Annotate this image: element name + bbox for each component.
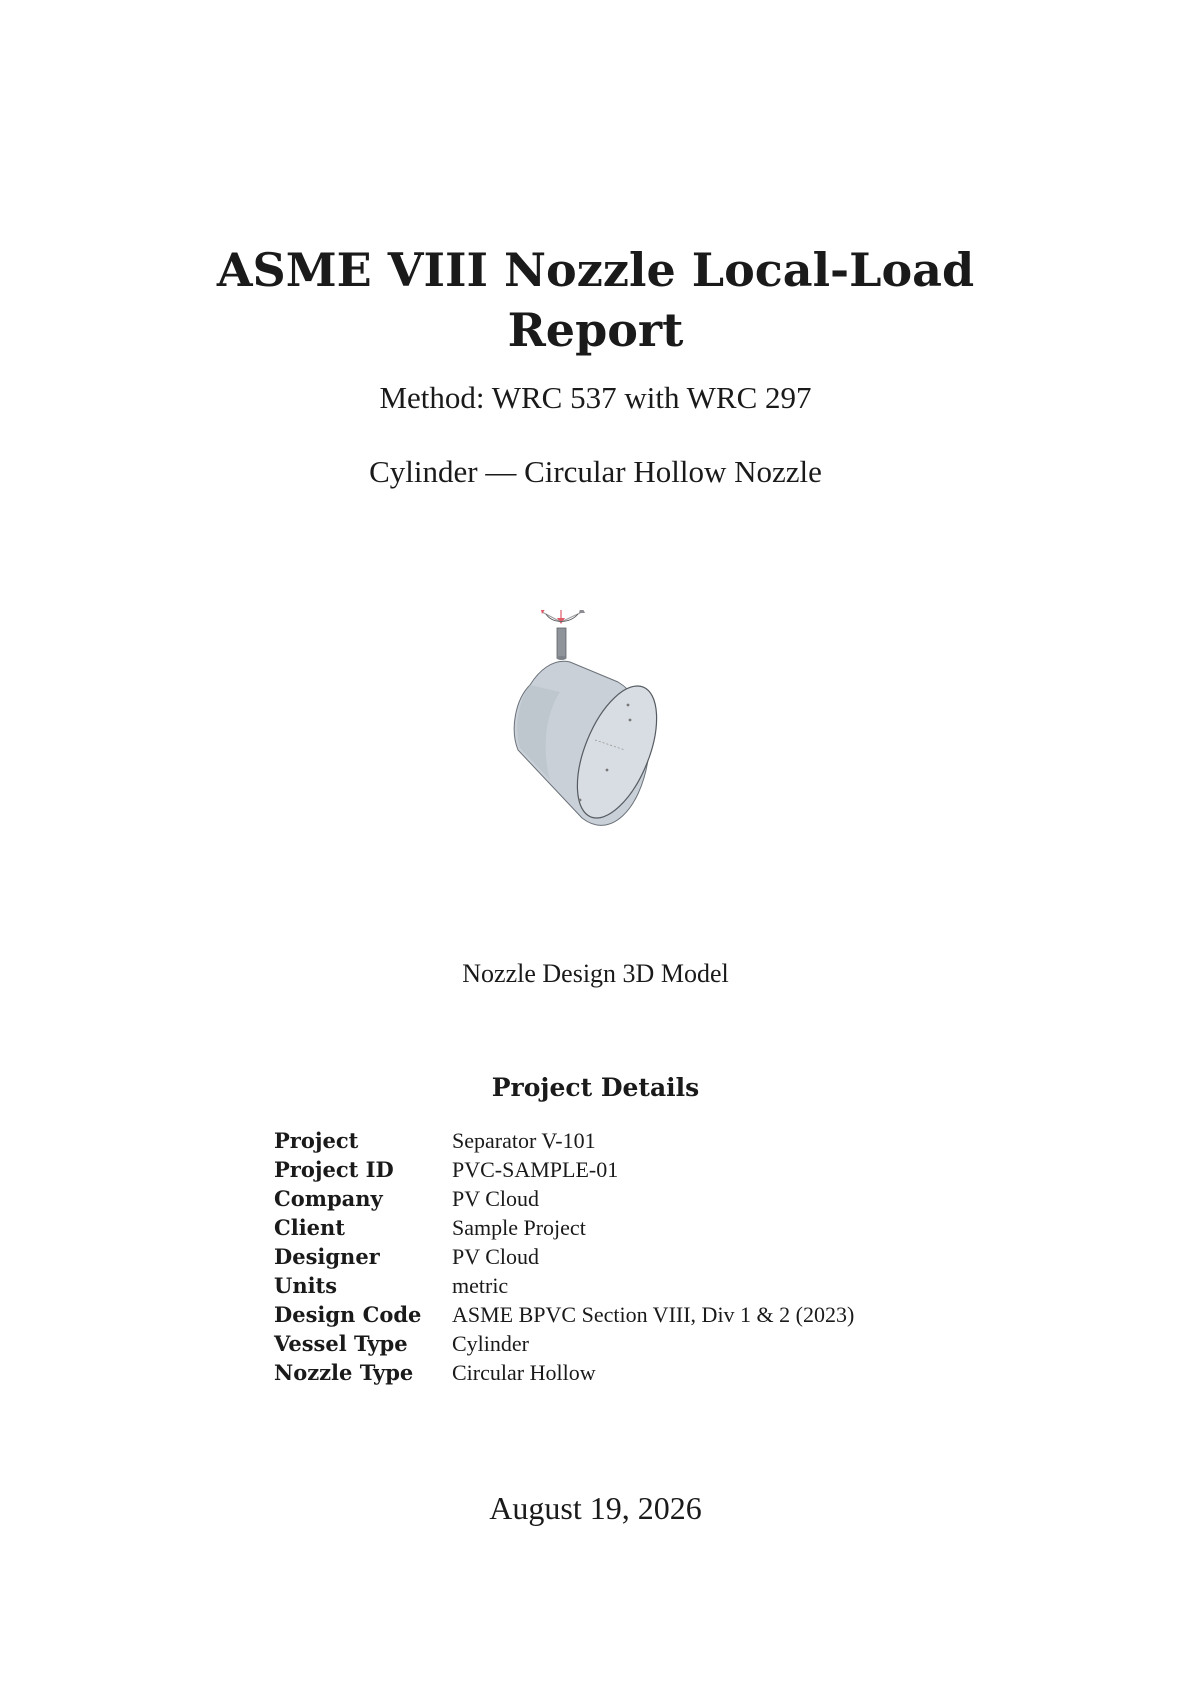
table-row bbox=[274, 1329, 854, 1358]
table-row bbox=[274, 1358, 854, 1387]
detail-label: Project ID bbox=[274, 1157, 394, 1182]
detail-label: Project bbox=[274, 1128, 359, 1153]
figure-caption: Nozzle Design 3D Model bbox=[462, 959, 729, 988]
table-row bbox=[274, 1300, 854, 1329]
project-details-table bbox=[274, 1126, 854, 1387]
detail-label: Designer bbox=[274, 1244, 380, 1269]
report-title: ASME VIII Nozzle Local-Load Report bbox=[216, 243, 975, 357]
nozzle-3d-model bbox=[490, 610, 700, 840]
table-row bbox=[274, 1213, 854, 1242]
detail-value: PVC-SAMPLE-01 bbox=[452, 1157, 619, 1182]
nozzle-pipe bbox=[557, 628, 566, 658]
detail-value: ASME BPVC Section VIII, Div 1 & 2 (2023) bbox=[452, 1302, 855, 1327]
detail-value: metric bbox=[452, 1273, 509, 1298]
table-row bbox=[274, 1126, 854, 1155]
geometry-subtitle: Cylinder — Circular Hollow Nozzle bbox=[369, 454, 822, 489]
detail-value: PV Cloud bbox=[452, 1244, 540, 1269]
table-row bbox=[274, 1271, 854, 1300]
project-details-heading: Project Details bbox=[491, 1073, 700, 1102]
detail-label: Client bbox=[274, 1215, 345, 1240]
table-row bbox=[274, 1242, 854, 1271]
detail-label: Units bbox=[274, 1273, 338, 1298]
detail-value: Sample Project bbox=[452, 1215, 586, 1240]
detail-label: Vessel Type bbox=[274, 1331, 408, 1356]
detail-label: Company bbox=[274, 1186, 383, 1211]
detail-value: Cylinder bbox=[452, 1331, 529, 1356]
report-date: August 19, 2026 bbox=[489, 1490, 702, 1526]
table-row bbox=[274, 1184, 854, 1213]
detail-label: Nozzle Type bbox=[274, 1360, 414, 1385]
detail-value: PV Cloud bbox=[452, 1186, 540, 1211]
detail-value: Circular Hollow bbox=[452, 1360, 596, 1385]
shear-load-left-arrow bbox=[542, 612, 561, 622]
table-row bbox=[274, 1155, 854, 1184]
detail-value: Separator V-101 bbox=[452, 1128, 596, 1153]
method-subtitle: Method: WRC 537 with WRC 297 bbox=[379, 380, 812, 415]
detail-label: Design Code bbox=[274, 1302, 422, 1327]
shear-load-right-arrow bbox=[561, 612, 582, 622]
